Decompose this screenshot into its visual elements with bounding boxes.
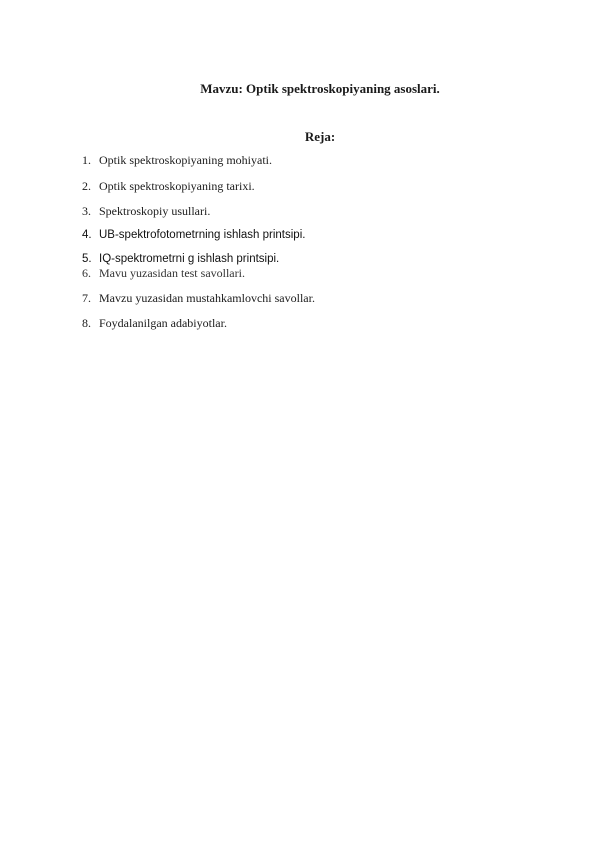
plan-item-number: 6. xyxy=(82,266,91,280)
plan-item-number: 2. xyxy=(82,179,91,193)
plan-item xyxy=(82,315,227,331)
plan-item-text: Optik spektroskopiyaning mohiyati. xyxy=(99,153,272,167)
plan-item xyxy=(82,203,210,219)
plan-item-text: Foydalanilgan adabiyotlar. xyxy=(99,316,227,330)
plan-item-number: 7. xyxy=(82,291,91,305)
plan-item xyxy=(82,290,315,306)
document-title: Mavzu: Optik spektroskopiyaning asoslari. xyxy=(200,81,440,96)
plan-heading: Reja: xyxy=(304,129,336,144)
plan-item-text: IQ-spektrometrni g ishlash printsipi. xyxy=(99,253,280,265)
plan-item-number: 5. xyxy=(82,253,92,265)
plan-item-number: 1. xyxy=(82,153,91,167)
plan-item-number: 3. xyxy=(82,204,91,218)
plan-item-text: Mavzu yuzasidan mustahkamlovchi savollar. xyxy=(99,291,315,305)
plan-item xyxy=(82,178,255,194)
plan-item-number: 4. xyxy=(82,229,92,241)
plan-item xyxy=(82,227,305,243)
plan-item-text: UB-spektrofotometrning ishlash printsipi. xyxy=(99,229,306,241)
plan-item-text: Spektroskopiy usullari. xyxy=(99,204,211,218)
plan-item-text: Optik spektroskopiyaning tarixi. xyxy=(99,179,255,193)
plan-item xyxy=(82,265,245,281)
plan-item-number: 8. xyxy=(82,316,91,330)
plan-item-text: Mavu yuzasidan test savollari. xyxy=(99,266,245,280)
plan-item xyxy=(82,152,272,168)
